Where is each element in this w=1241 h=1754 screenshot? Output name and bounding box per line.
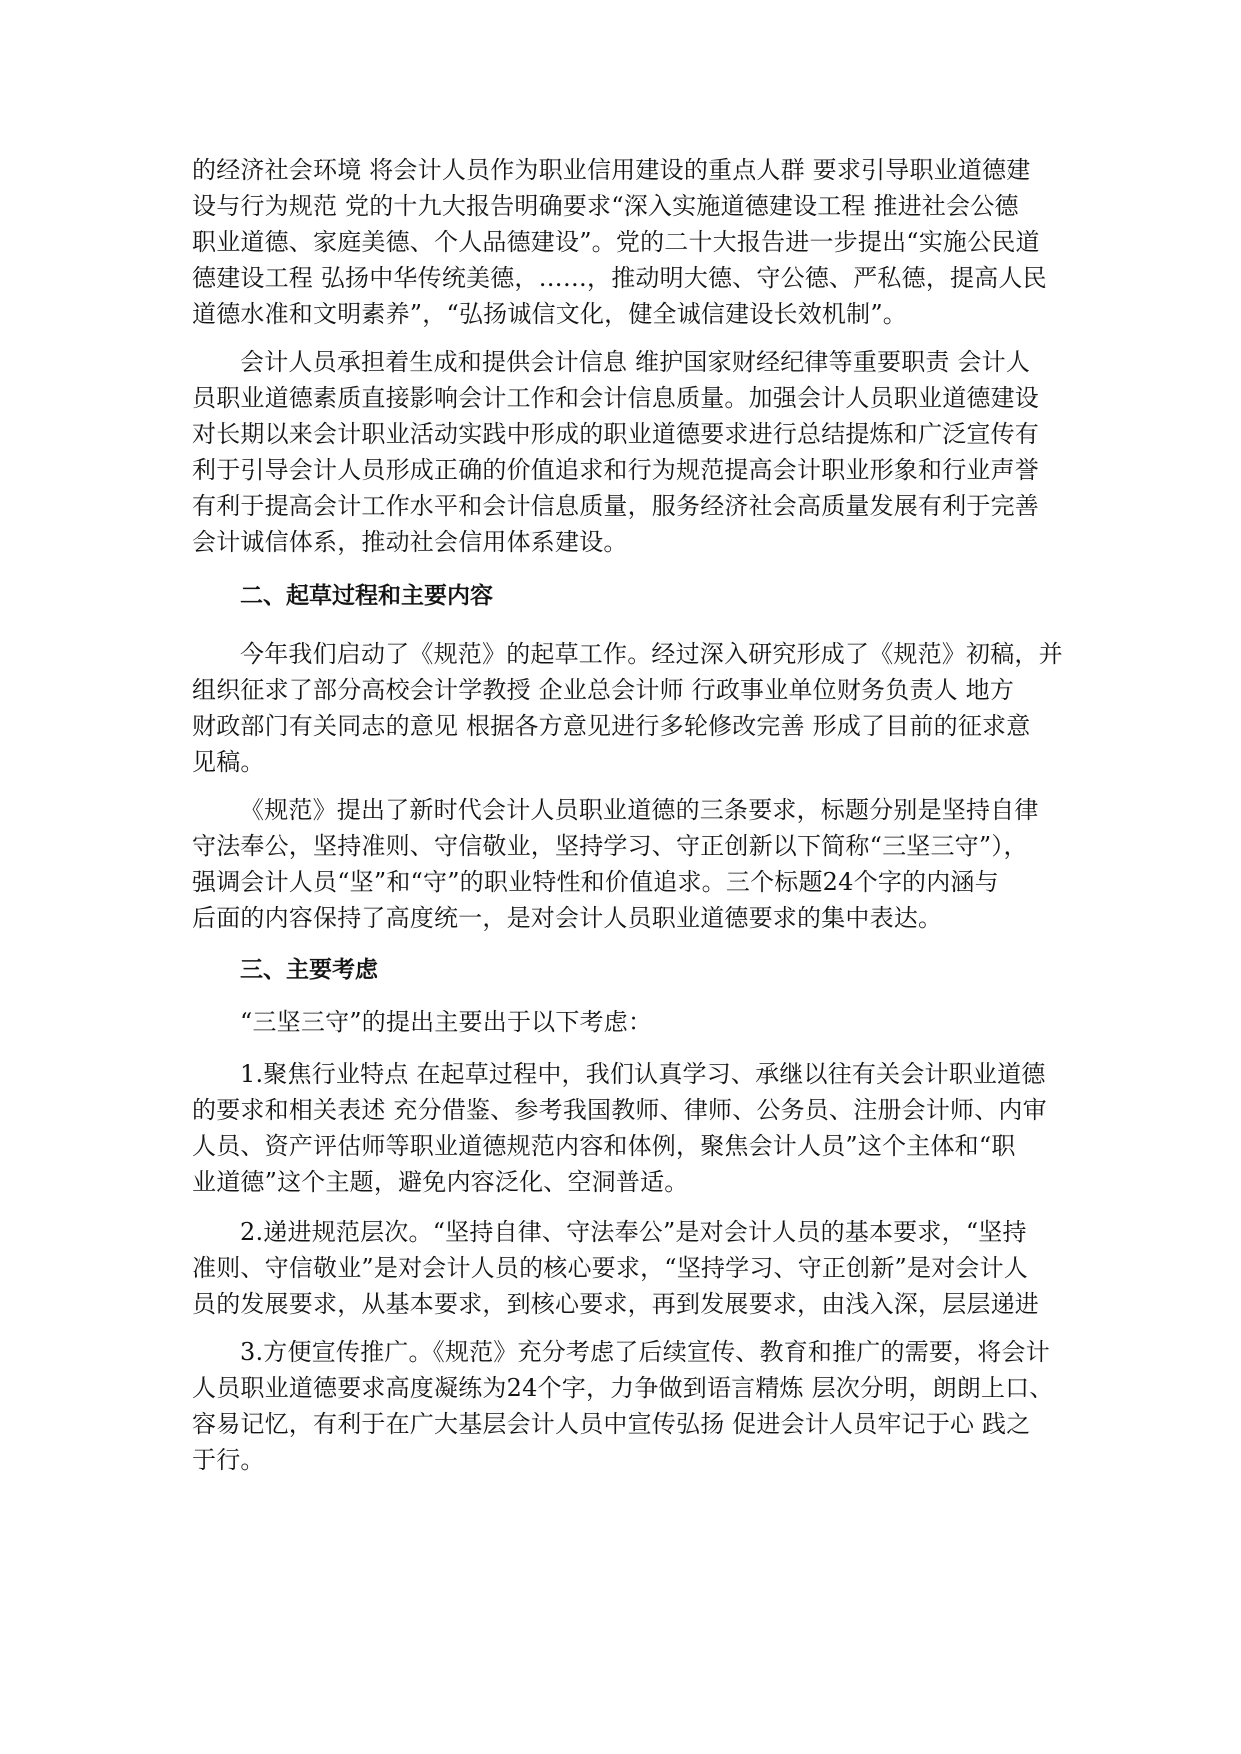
- section-heading-considerations: 三、主要考虑: [240, 957, 378, 983]
- paragraph-4-line-3: 强调会计人员“坚”和“守”的职业特性和价值追求。三个标题24个字的内涵与: [192, 868, 999, 896]
- paragraph-1-line-5: 道德水准和文明素养”，“弘扬诚信文化，健全诚信建设长效机制”。: [192, 300, 908, 328]
- paragraph-6-line-4: 业道德”这个主题，避免内容泛化、空洞普适。: [192, 1168, 689, 1196]
- paragraph-1-line-4: 德建设工程 弘扬中华传统美德，……，推动明大德、守公德、严私德，提高人民: [192, 264, 1047, 292]
- paragraph-5-line-1: “三坚三守”的提出主要出于以下考虑：: [240, 1008, 653, 1036]
- paragraph-3-line-1: 今年我们启动了《规范》的起草工作。经过深入研究形成了《规范》初稿，并: [240, 640, 1063, 668]
- paragraph-2-line-2: 员职业道德素质直接影响会计工作和会计信息质量。加强会计人员职业道德建设: [192, 384, 1039, 412]
- paragraph-1-line-2: 设与行为规范 党的十九大报告明确要求“深入实施道德建设工程 推进社会公德: [192, 192, 1019, 220]
- paragraph-2-line-4: 利于引导会计人员形成正确的价值追求和行为规范提高会计职业形象和行业声誉: [192, 456, 1039, 484]
- paragraph-4-line-4: 后面的内容保持了高度统一，是对会计人员职业道德要求的集中表达。: [192, 904, 943, 932]
- paragraph-8-line-2: 人员职业道德要求高度凝练为24个字，力争做到语言精炼 层次分明，朗朗上口、: [192, 1374, 1054, 1402]
- paragraph-6-line-3: 人员、资产评估师等职业道德规范内容和体例，聚焦会计人员”这个主体和“职: [192, 1132, 1016, 1160]
- paragraph-1-line-3: 职业道德、家庭美德、个人品德建设”。党的二十大报告进一步提出“实施公民道: [192, 228, 1040, 256]
- paragraph-6-line-1: 1.聚焦行业特点 在起草过程中，我们认真学习、承继以往有关会计职业道德: [240, 1060, 1046, 1088]
- paragraph-3-line-4: 见稿。: [192, 748, 265, 776]
- paragraph-3-line-3: 财政部门有关同志的意见 根据各方意见进行多轮修改完善 形成了目前的征求意: [192, 712, 1031, 740]
- paragraph-2-line-1: 会计人员承担着生成和提供会计信息 维护国家财经纪律等重要职责 会计人: [240, 348, 1031, 376]
- paragraph-2-line-6: 会计诚信体系，推动社会信用体系建设。: [192, 528, 628, 556]
- paragraph-8-line-1: 3.方便宣传推广。《规范》充分考虑了后续宣传、教育和推广的需要，将会计: [240, 1338, 1050, 1366]
- paragraph-8-line-3: 容易记忆，有利于在广大基层会计人员中宣传弘扬 促进会计人员牢记于心 践之: [192, 1410, 1031, 1438]
- paragraph-4-line-1: 《规范》提出了新时代会计人员职业道德的三条要求，标题分别是坚持自律: [240, 796, 1039, 824]
- section-heading-drafting: 二、起草过程和主要内容: [240, 583, 493, 609]
- paragraph-7-line-1: 2.递进规范层次。“坚持自律、守法奉公”是对会计人员的基本要求，“坚持: [240, 1218, 1027, 1246]
- paragraph-7-line-3: 员的发展要求，从基本要求，到核心要求，再到发展要求，由浅入深，层层递进: [192, 1290, 1039, 1318]
- paragraph-3-line-2: 组织征求了部分高校会计学教授 企业总会计师 行政事业单位财务负责人 地方: [192, 676, 1015, 704]
- paragraph-1-line-1: 的经济社会环境 将会计人员作为职业信用建设的重点人群 要求引导职业道德建: [192, 156, 1031, 184]
- paragraph-2-line-5: 有利于提高会计工作水平和会计信息质量，服务经济社会高质量发展有利于完善: [192, 492, 1039, 520]
- paragraph-2-line-3: 对长期以来会计职业活动实践中形成的职业道德要求进行总结提炼和广泛宣传有: [192, 420, 1039, 448]
- paragraph-4-line-2: 守法奉公，坚持准则、守信敬业，坚持学习、守正创新以下简称“三坚三守”），: [192, 832, 1028, 860]
- paragraph-8-line-4: 于行。: [192, 1446, 265, 1474]
- paragraph-6-line-2: 的要求和相关表述 充分借鉴、参考我国教师、律师、公务员、注册会计师、内审: [192, 1096, 1047, 1124]
- paragraph-7-line-2: 准则、守信敬业”是对会计人员的核心要求，“坚持学习、守正创新”是对会计人: [192, 1254, 1029, 1282]
